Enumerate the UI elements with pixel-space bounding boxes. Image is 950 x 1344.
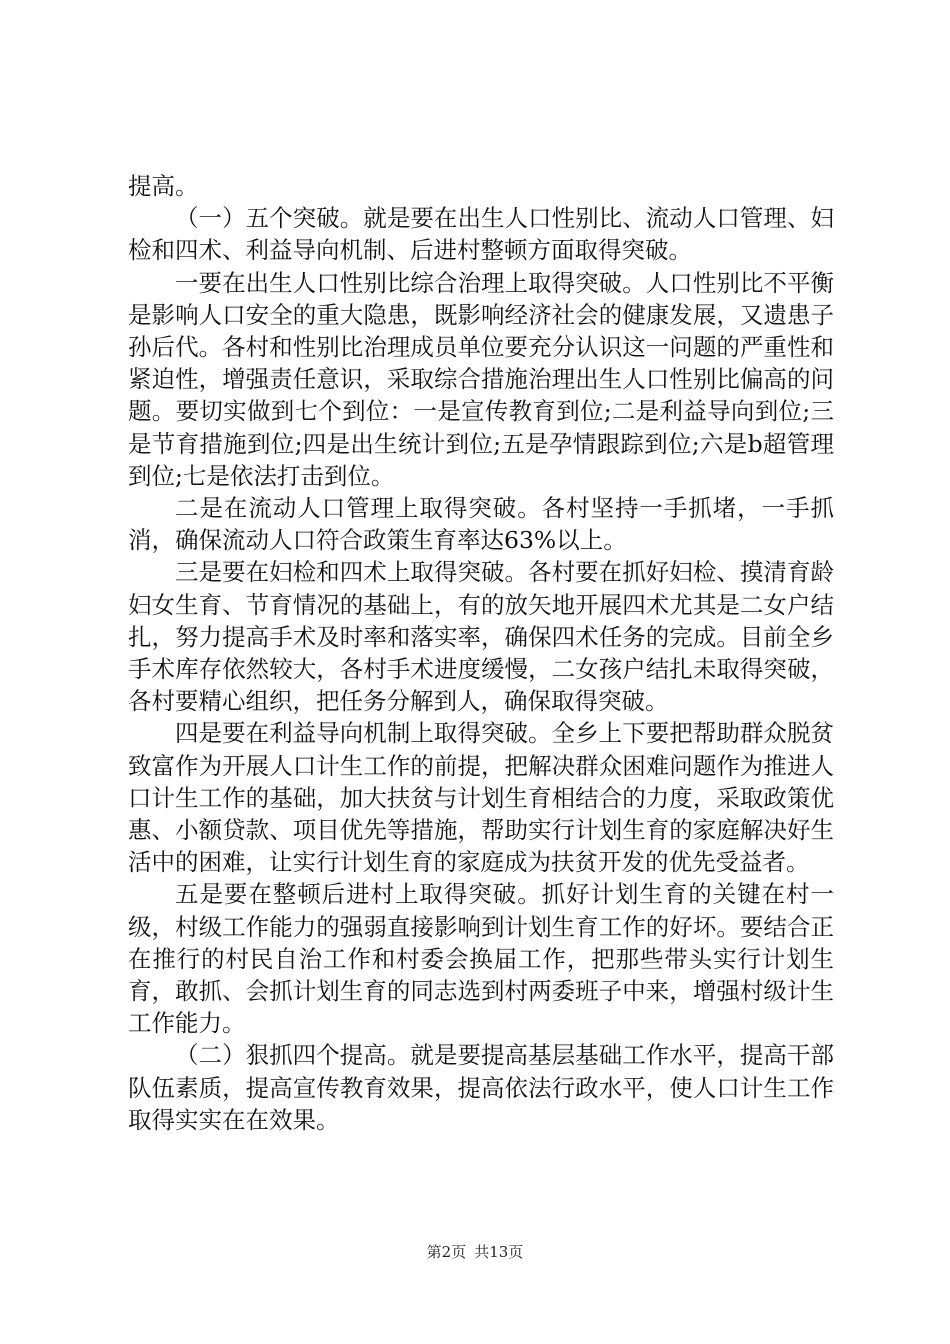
- page-number: 第2页: [426, 1243, 467, 1261]
- paragraph-sex-ratio: 一要在出生人口性别比综合治理上取得突破。人口性别比不平衡是影响人口安全的重大隐患，既影响经济社会的健康发展，又遗患子孙后代。各村和性别比治理成员单位要充分认识这一问题的严重性和紧迫性，增强责任意识，采取综合措施治理出生人口性别比偏高的问题。要切实做到七个到位：一是宣传教育到位;二是利益导向到位;三是节育措施到位;四是出生统计到位;五是孕情跟踪到位;六是b超管理到位;七是依法打击到位。: [128, 268, 834, 490]
- paragraph-five-breakthroughs: （一）五个突破。就是要在出生人口性别比、流动人口管理、妇检和四术、利益导向机制、后进村整顿方面取得突破。: [128, 204, 834, 265]
- document-body: [128, 170, 834, 1136]
- paragraph-continuation: 提高。: [128, 172, 199, 200]
- paragraph-checkups-surgery: 三是要在妇检和四术上取得突破。各村要在抓好妇检、摸清育龄妇女生育、节育情况的基础上，有的放矢地开展四术尤其是二女户结扎，努力提高手术及时率和落实率，确保四术任务的完成。目前全乡手术库存依然较大，各村手术进度缓慢，二女孩户结扎未取得突破，各村要精心组织，把任务分解到人，确保取得突破。: [128, 558, 834, 716]
- paragraph-four-improvements: （二）狠抓四个提高。就是要提高基层基础工作水平，提高干部队伍素质，提高宣传教育效果，提高依法行政水平，使人口计生工作取得实实在在效果。: [128, 1041, 834, 1134]
- paragraph-floating-population: 二是在流动人口管理上取得突破。各村坚持一手抓堵，一手抓消，确保流动人口符合政策生育率达63%以上。: [128, 494, 834, 555]
- total-pages: 共13页: [474, 1243, 524, 1261]
- paragraph-village-rectification: 五是要在整顿后进村上取得突破。抓好计划生育的关键在村一级，村级工作能力的强弱直接影响到计划生育工作的好坏。要结合正在推行的村民自治工作和村委会换届工作，把那些带头实行计划生育，敢抓、会抓计划生育的同志选到村两委班子中来，增强村级计生工作能力。: [128, 880, 834, 1038]
- paragraph-incentive-mechanism: 四是要在利益导向机制上取得突破。全乡上下要把帮助群众脱贫致富作为开展人口计生工作的前提，把解决群众困难问题作为推进人口计生工作的基础，加大扶贫与计划生育相结合的力度，采取政策优惠、小额贷款、项目优先等措施，帮助实行计划生育的家庭解决好生活中的困难，让实行计划生育的家庭成为扶贫开发的优先受益者。: [128, 719, 834, 877]
- page-footer: [0, 1242, 950, 1262]
